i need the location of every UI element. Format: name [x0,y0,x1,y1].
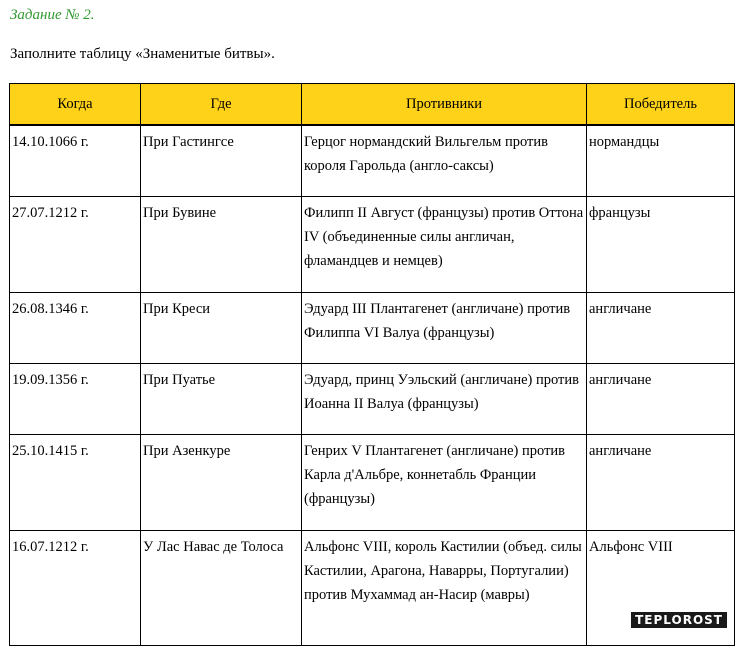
cell-winner: англичане [587,435,735,531]
header-winner: Победитель [587,84,735,126]
table-row [10,125,735,197]
cell-when: 16.07.1212 г. [10,531,141,646]
cell-opponents: Филипп II Август (французы) против Оттона IV (объединенные силы англичан, фламандцев и немцев) [302,197,587,293]
cell-when: 27.07.1212 г. [10,197,141,293]
cell-opponents: Эдуард, принц Уэльский (англичане) против Иоанна II Валуа (французы) [302,364,587,435]
cell-winner: нормандцы [587,125,735,197]
cell-when: 25.10.1415 г. [10,435,141,531]
cell-where: При Креси [141,293,302,364]
cell-opponents: Альфонс VIII, король Кастилии (объед. силы Кастилии, Арагона, Наварры, Португалии) против Мухаммад ан-Насир (мавры) [302,531,587,646]
instruction-text: Заполните таблицу «Знаменитые битвы». [10,46,275,62]
cell-winner: англичане [587,293,735,364]
cell-where: У Лас Навас де Толоса [141,531,302,646]
cell-where: При Гастингсе [141,125,302,197]
header-opponents: Противники [302,84,587,126]
cell-winner: французы [587,197,735,293]
table-row [10,531,735,646]
cell-opponents: Эдуард III Плантагенет (англичане) против Филиппа VI Валуа (французы) [302,293,587,364]
cell-when: 26.08.1346 г. [10,293,141,364]
table-row [10,197,735,293]
battles-table [9,83,735,646]
header-where: Где [141,84,302,126]
cell-where: При Бувине [141,197,302,293]
cell-winner: англичане [587,364,735,435]
cell-opponents: Герцог нормандский Вильгельм против короля Гарольда (англо-саксы) [302,125,587,197]
header-when: Когда [10,84,141,126]
table-row [10,293,735,364]
task-title: Задание № 2. [10,7,95,23]
cell-where: При Азенкуре [141,435,302,531]
cell-when: 19.09.1356 г. [10,364,141,435]
table-row [10,435,735,531]
cell-winner: Альфонс VIII [587,531,735,646]
table-row [10,364,735,435]
table-header-row [10,84,735,126]
watermark-logo: TEPLOROST [631,612,727,628]
cell-opponents: Генрих V Плантагенет (англичане) против Карла д'Альбре, коннетабль Франции (французы) [302,435,587,531]
cell-when: 14.10.1066 г. [10,125,141,197]
cell-where: При Пуатье [141,364,302,435]
